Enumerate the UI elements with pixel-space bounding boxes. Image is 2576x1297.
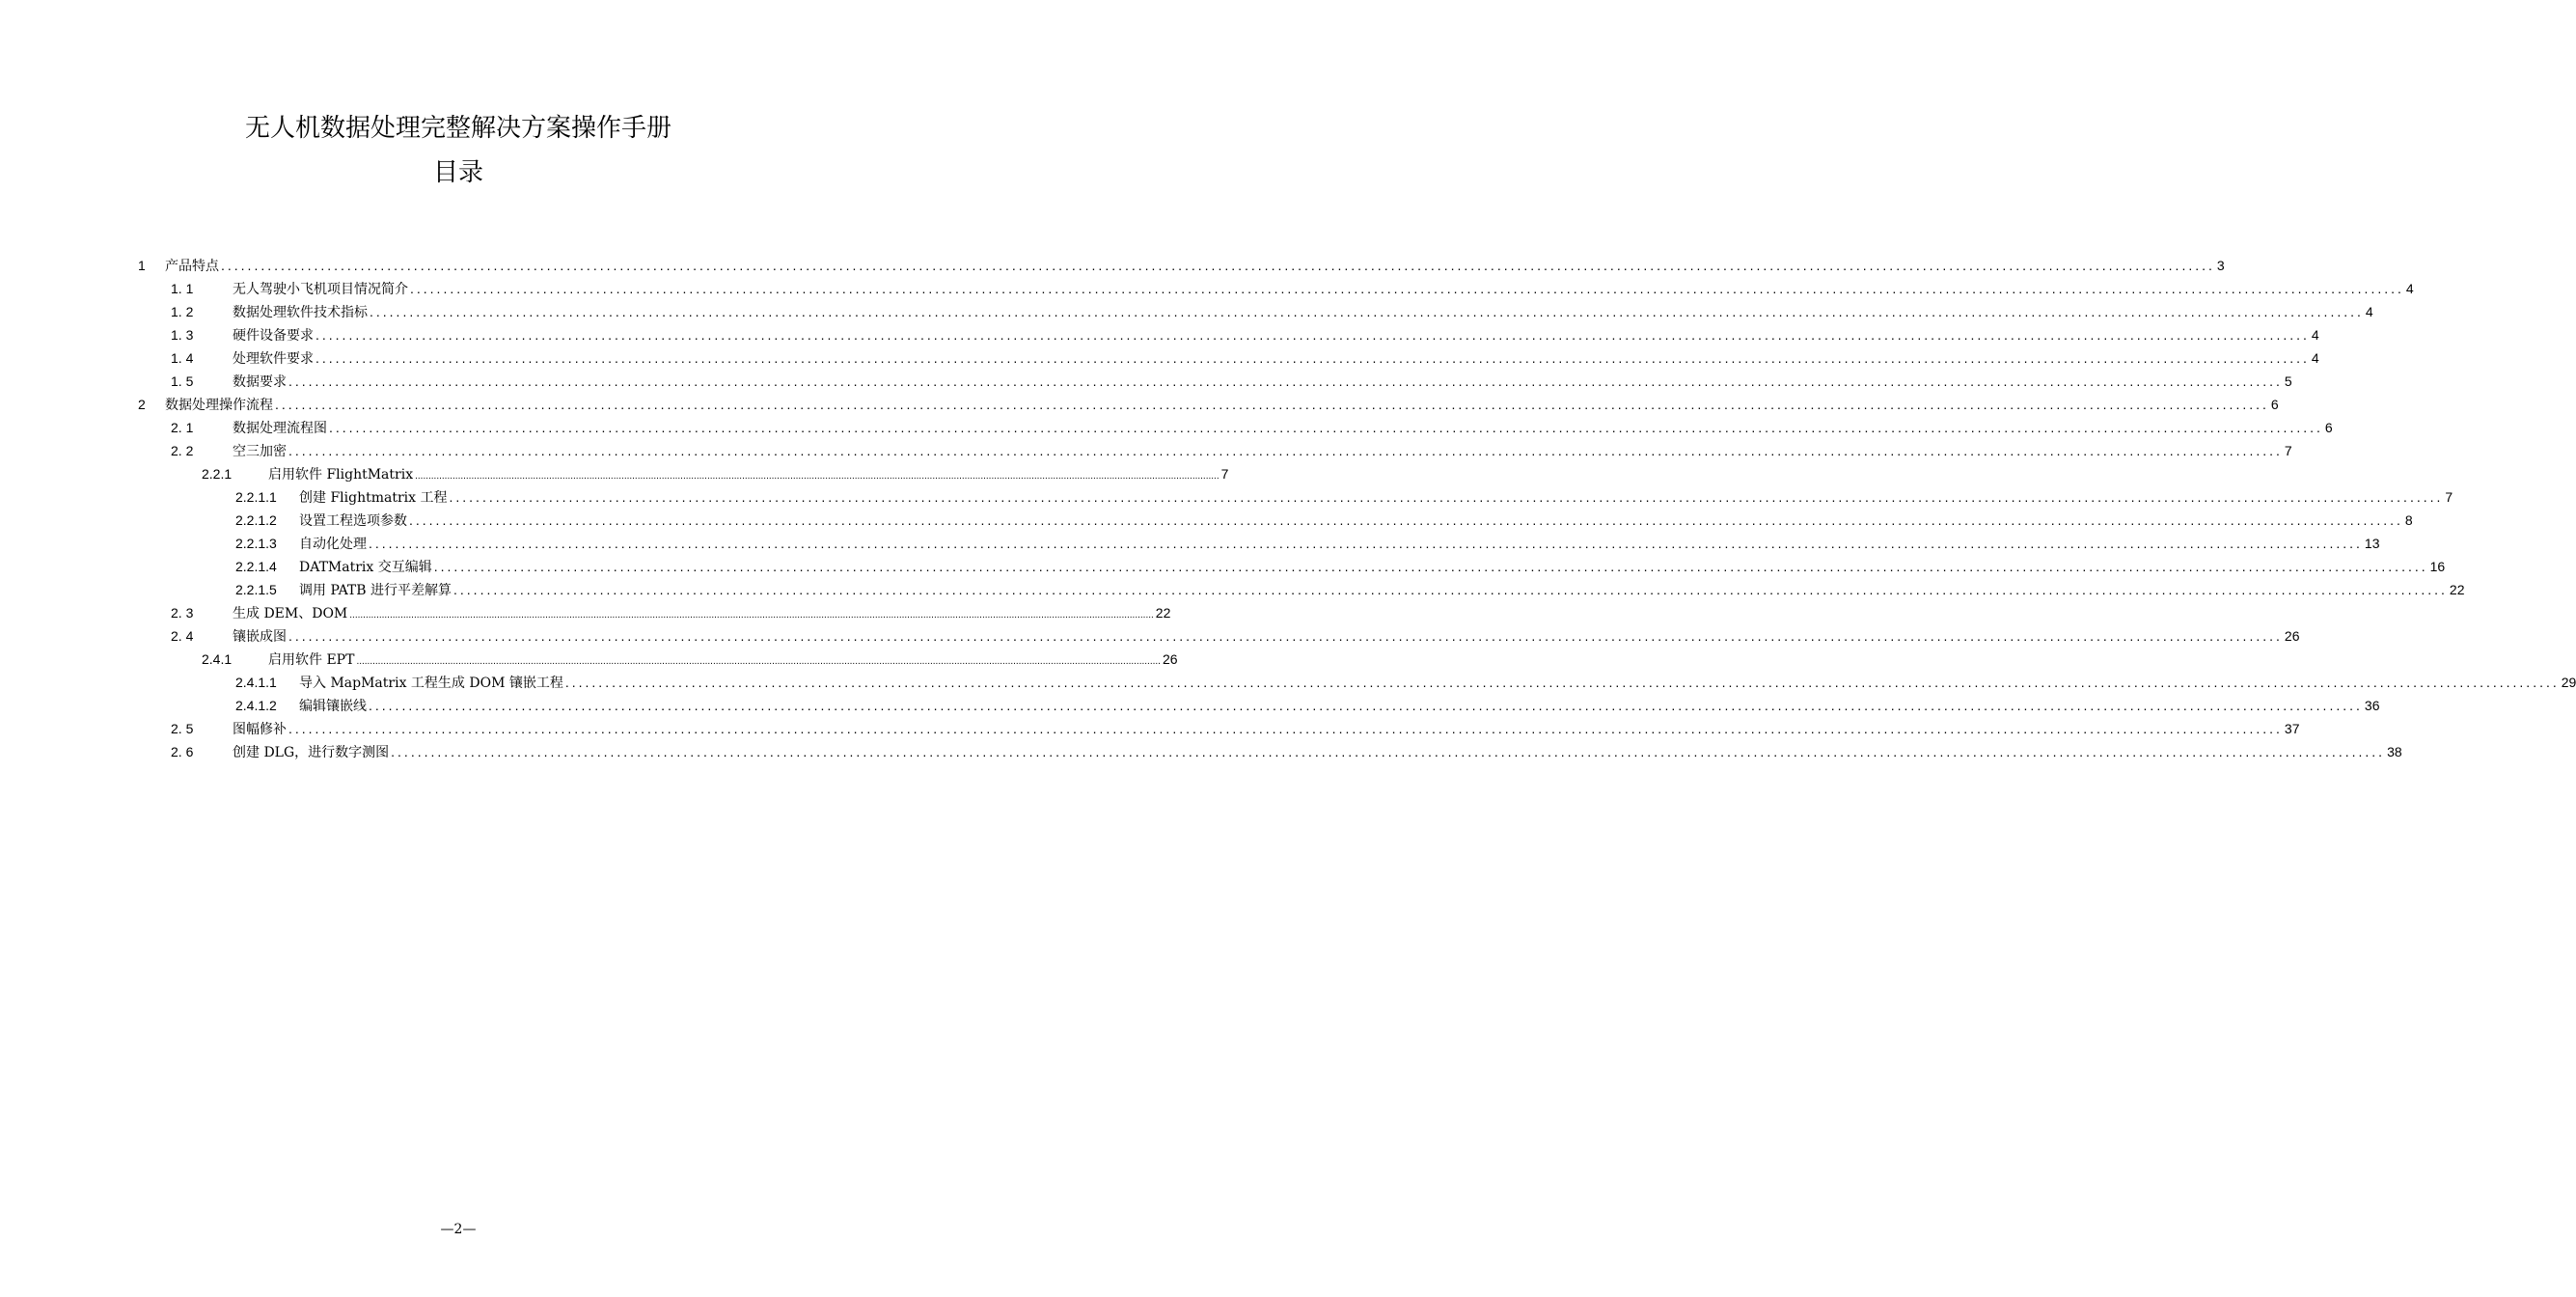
toc-entry-page: 7	[2284, 443, 2292, 458]
toc-entry[interactable]	[235, 695, 2380, 716]
toc-entry[interactable]	[202, 463, 1229, 484]
toc-leader: ............................................................................................................................................................................................................................................................................................................	[315, 350, 2310, 366]
toc-entry-title: 产品特点	[165, 259, 219, 274]
toc-entry-number: 2.4.1	[202, 651, 233, 667]
toc-leader: ............................................................................................................................................................................................................................................................................................................	[329, 420, 2323, 435]
toc-leader: ............................................................................................................................................................................................................................................................................................................	[315, 327, 2310, 343]
toc-entry[interactable]	[138, 255, 2225, 276]
toc-entry-page: 4	[2311, 327, 2319, 343]
toc-entry-title: DATMatrix 交互编辑	[299, 560, 432, 575]
toc-entry-number: 2.2.1.4	[235, 559, 277, 574]
toc-entry-page: 36	[2364, 698, 2380, 713]
toc-entry[interactable]	[171, 625, 2300, 647]
toc-entry-number: 1. 4	[171, 350, 194, 366]
toc-entry[interactable]	[235, 579, 2465, 600]
toc-entry-title: 数据处理软件技术指标	[233, 305, 368, 320]
toc-entry[interactable]	[235, 556, 2446, 577]
toc-leader: ............................................................................................................................................................................................................................................................................................................	[349, 610, 1154, 621]
toc-entry-page: 6	[2324, 420, 2333, 435]
toc-entry-page: 37	[2284, 721, 2300, 736]
toc-entry-title: 启用软件 FlightMatrix	[268, 467, 414, 483]
toc-entry-title: 数据要求	[233, 374, 287, 390]
toc-leader: ............................................................................................................................................................................................................................................................................................................	[369, 536, 2363, 551]
toc-entry-page: 7	[2445, 489, 2453, 505]
toc-entry-title: 自动化处理	[299, 537, 367, 552]
toc-entry[interactable]	[138, 394, 2279, 415]
toc-entry-title: 创建 DLG，进行数字测图	[233, 745, 390, 760]
toc-entry-number: 2.4.1.2	[235, 698, 277, 713]
toc-entry[interactable]	[171, 278, 2414, 299]
toc-entry-page: 22	[1155, 605, 1171, 621]
page-number: —2—	[440, 1222, 477, 1237]
toc-entry-title: 调用 PATB 进行平差解算	[299, 583, 452, 598]
toc-leader: ............................................................................................................................................................................................................................................................................................................	[410, 281, 2404, 296]
toc-entry[interactable]	[171, 324, 2319, 345]
toc-entry-title: 生成 DEM、DOM	[233, 606, 348, 621]
toc-entry-title: 数据处理流程图	[233, 421, 327, 436]
toc-entry[interactable]	[171, 440, 2292, 461]
toc-leader: ............................................................................................................................................................................................................................................................................................................	[415, 471, 1219, 482]
toc-entry-title: 编辑镶嵌线	[299, 699, 367, 714]
toc-entry-number: 2. 4	[171, 628, 194, 644]
toc-entry-page: 6	[2270, 397, 2279, 412]
toc-entry[interactable]	[235, 486, 2453, 508]
toc-leader: ............................................................................................................................................................................................................................................................................................................	[288, 373, 2283, 389]
toc-entry-title: 空三加密	[233, 444, 287, 459]
toc-entry-number: 2.2.1.1	[235, 489, 277, 505]
toc-entry-title: 启用软件 EPT	[268, 652, 355, 668]
toc-leader: ............................................................................................................................................................................................................................................................................................................	[564, 675, 2560, 690]
toc-leader: ............................................................................................................................................................................................................................................................................................................	[453, 582, 2448, 597]
toc-entry-number: 2. 2	[171, 443, 194, 458]
toc-entry-number: 1. 2	[171, 304, 194, 319]
toc-entry-number: 1. 5	[171, 373, 194, 389]
toc-leader: ............................................................................................................................................................................................................................................................................................................	[369, 698, 2363, 713]
toc-entry-number: 1	[138, 258, 146, 273]
toc-entry-number: 2.4.1.1	[235, 675, 277, 690]
toc-leader: ............................................................................................................................................................................................................................................................................................................	[275, 397, 2269, 412]
toc-entry-page: 22	[2449, 582, 2465, 597]
toc-entry-page: 3	[2216, 258, 2225, 273]
toc-entry-number: 2.2.1.5	[235, 582, 277, 597]
toc-entry[interactable]	[171, 718, 2300, 739]
toc-entry-title: 设置工程选项参数	[299, 513, 407, 529]
toc-entry[interactable]	[171, 602, 1171, 623]
toc-entry-page: 7	[1220, 466, 1229, 482]
toc-leader: ............................................................................................................................................................................................................................................................................................................	[370, 304, 2364, 319]
toc-entry[interactable]	[171, 301, 2373, 322]
toc-entry[interactable]	[202, 648, 1178, 670]
toc-entry-title: 数据处理操作流程	[165, 398, 273, 413]
toc-leader: ............................................................................................................................................................................................................................................................................................................	[221, 258, 2215, 273]
toc-entry-number: 2. 5	[171, 721, 194, 736]
toc-entry-page: 16	[2429, 559, 2446, 574]
toc-entry[interactable]	[171, 417, 2333, 438]
toc-leader: ............................................................................................................................................................................................................................................................................................................	[391, 744, 2386, 759]
toc-entry-page: 4	[2405, 281, 2414, 296]
toc-entry-number: 2.2.1.2	[235, 512, 277, 528]
toc-entry-number: 2.2.1	[202, 466, 233, 482]
toc-entry[interactable]	[171, 741, 2402, 762]
toc-entry-page: 8	[2404, 512, 2413, 528]
toc-entry[interactable]	[171, 347, 2319, 369]
toc-entry-title: 无人驾驶小飞机项目情况简介	[233, 282, 408, 297]
toc-leader: ............................................................................................................................................................................................................................................................................................................	[356, 656, 1161, 667]
toc-entry-page: 26	[1162, 651, 1178, 667]
toc-entry-page: 4	[2365, 304, 2373, 319]
toc-entry-title: 导入 MapMatrix 工程生成 DOM 镶嵌工程	[299, 676, 563, 691]
toc-entry-number: 2	[138, 397, 146, 412]
toc-leader: ............................................................................................................................................................................................................................................................................................................	[409, 512, 2403, 528]
toc-entry-title: 处理软件要求	[233, 351, 314, 367]
toc-entry-number: 2. 1	[171, 420, 194, 435]
toc-entry-number: 2. 3	[171, 605, 194, 621]
toc-entry[interactable]	[171, 371, 2292, 392]
document-title: 无人机数据处理完整解决方案操作手册	[244, 114, 671, 143]
toc-entry[interactable]	[235, 533, 2380, 554]
toc-entry-page: 13	[2364, 536, 2380, 551]
toc-entry-title: 硬件设备要求	[233, 328, 314, 344]
toc-heading: 目录	[432, 158, 483, 187]
toc-entry-number: 2.2.1.3	[235, 536, 277, 551]
toc-entry-title: 镶嵌成图	[233, 629, 287, 645]
toc-entry[interactable]	[235, 672, 2576, 693]
toc-entry-page: 26	[2284, 628, 2300, 644]
toc-entry[interactable]	[235, 510, 2413, 531]
toc-entry-page: 4	[2311, 350, 2319, 366]
toc-entry-page: 5	[2284, 373, 2292, 389]
toc-entry-page: 29	[2561, 675, 2576, 690]
toc-leader: ............................................................................................................................................................................................................................................................................................................	[433, 559, 2428, 574]
toc-entry-number: 2. 6	[171, 744, 194, 759]
toc-entry-page: 38	[2387, 744, 2402, 759]
toc-entry-number: 1. 3	[171, 327, 194, 343]
toc-entry-title: 创建 Flightmatrix 工程	[299, 490, 448, 506]
toc-leader: ............................................................................................................................................................................................................................................................................................................	[449, 489, 2444, 505]
toc-leader: ............................................................................................................................................................................................................................................................................................................	[288, 443, 2283, 458]
toc-entry-number: 1. 1	[171, 281, 194, 296]
toc-entry-title: 图幅修补	[233, 722, 287, 737]
toc-leader: ............................................................................................................................................................................................................................................................................................................	[288, 721, 2283, 736]
toc-leader: ............................................................................................................................................................................................................................................................................................................	[288, 628, 2283, 644]
